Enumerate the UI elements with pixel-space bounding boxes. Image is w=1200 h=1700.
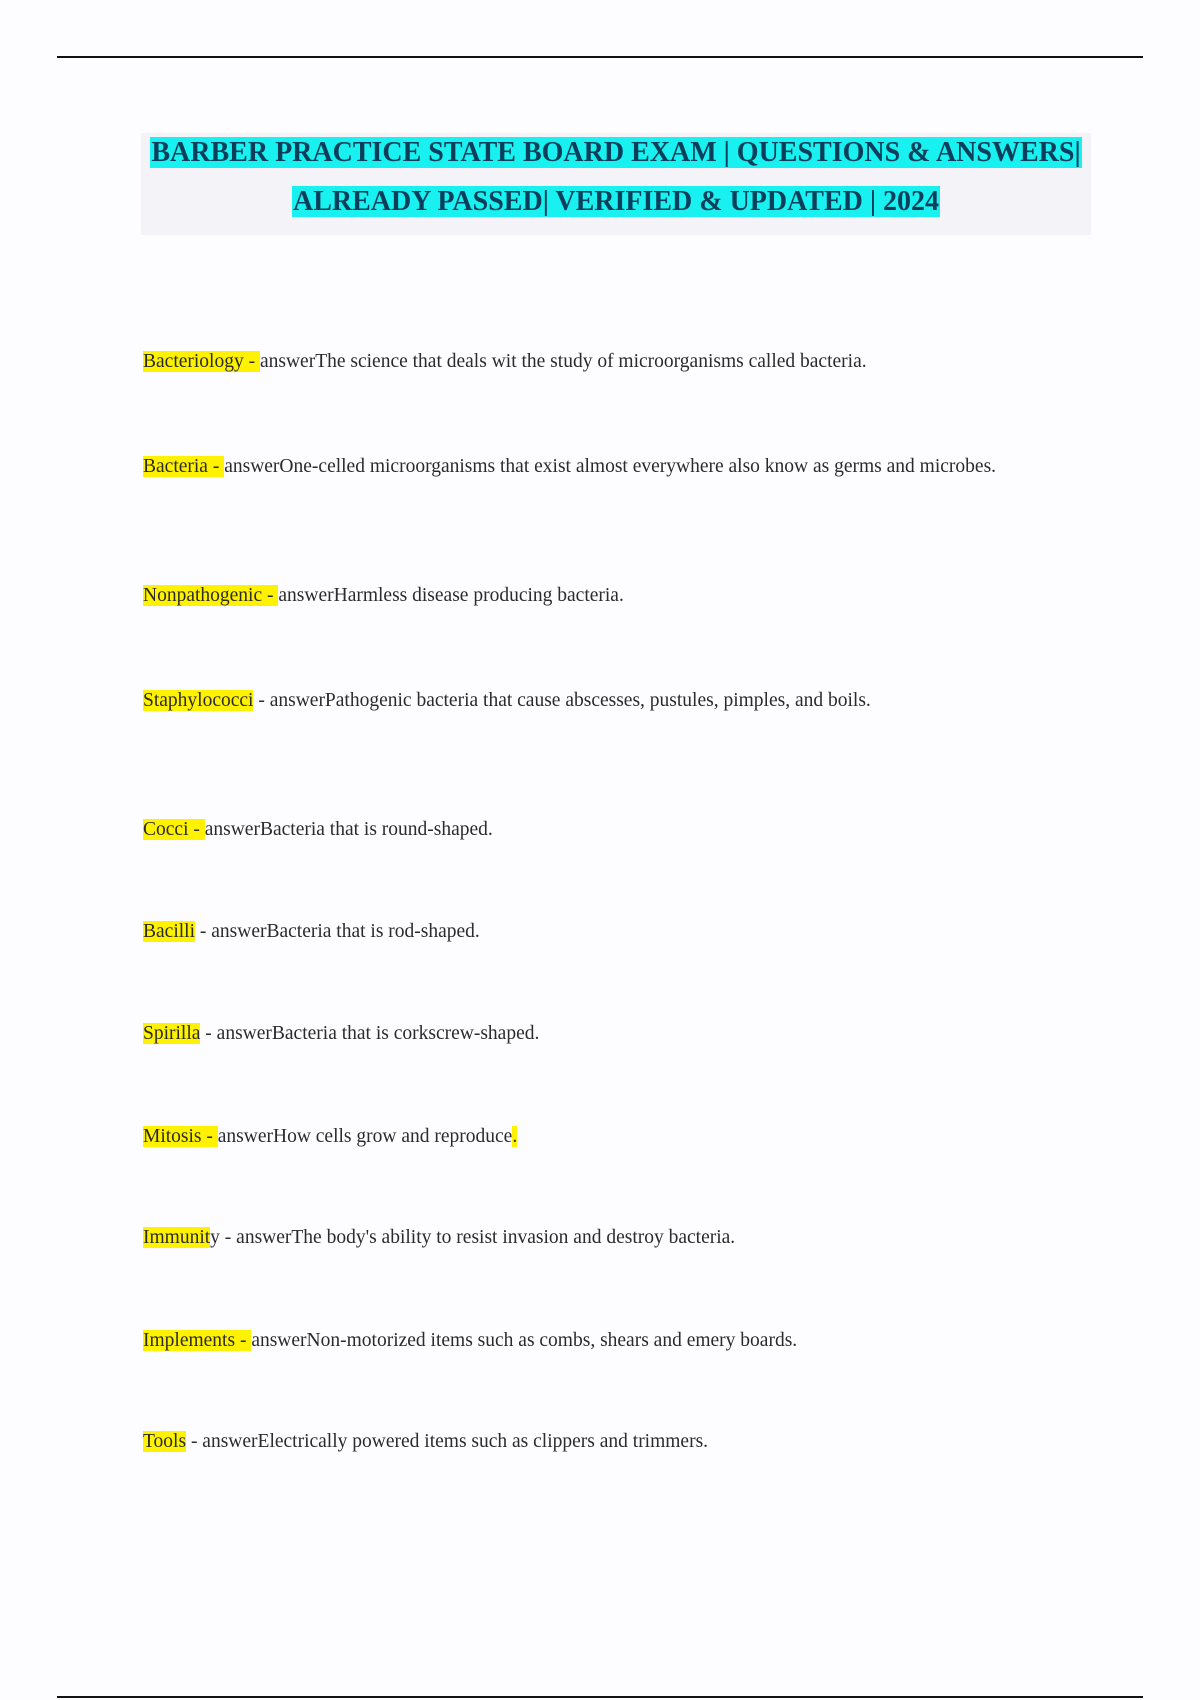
qa-term: Spirilla	[143, 1023, 201, 1044]
qa-item	[143, 1327, 1043, 1355]
qa-term: Immunit	[143, 1227, 211, 1248]
bottom-rule	[57, 1696, 1143, 1698]
qa-answer: answerOne-celled microorganisms that exist almost everywhere also know as germs and microbes.	[224, 456, 997, 477]
title-line-1: BARBER PRACTICE STATE BOARD EXAM | QUESTIONS & ANSWERS|	[151, 137, 1081, 168]
qa-answer-tail: .	[512, 1126, 518, 1147]
qa-item	[143, 816, 1043, 844]
qa-term: Bacilli	[143, 921, 195, 942]
qa-item	[143, 918, 1043, 946]
qa-item	[143, 582, 1043, 610]
qa-answer: - answerPathogenic bacteria that cause abscesses, pustules, pimples, and boils.	[253, 690, 871, 711]
qa-item	[143, 1428, 1043, 1456]
qa-answer: - answerBacteria that is corkscrew-shaped.	[200, 1023, 540, 1044]
document-title	[141, 133, 1091, 235]
qa-term: Implements -	[143, 1330, 252, 1351]
qa-answer: answerHarmless disease producing bacteria.	[278, 585, 624, 606]
qa-term: Staphylococci	[143, 690, 254, 711]
qa-answer: answerBacteria that is round-shaped.	[204, 819, 493, 840]
qa-answer: answerThe science that deals wit the study of microorganisms called bacteria.	[259, 351, 867, 372]
title-line-2: ALREADY PASSED| VERIFIED & UPDATED | 2024	[292, 186, 940, 217]
qa-term: Tools	[143, 1431, 187, 1452]
qa-item	[143, 453, 1023, 481]
qa-answer: answerHow cells grow and reproduce	[217, 1126, 513, 1147]
top-rule	[57, 56, 1143, 58]
qa-term: Mitosis -	[143, 1126, 218, 1147]
qa-answer: - answerElectrically powered items such as clippers and trimmers.	[186, 1431, 709, 1452]
qa-answer: y - answerThe body's ability to resist invasion and destroy bacteria.	[210, 1227, 736, 1248]
qa-term: Cocci -	[143, 819, 205, 840]
qa-item	[143, 687, 1013, 715]
qa-answer: answerNon-motorized items such as combs, shears and emery boards.	[251, 1330, 798, 1351]
qa-item	[143, 1123, 1043, 1151]
qa-term: Bacteria -	[143, 456, 225, 477]
qa-term: Nonpathogenic -	[143, 585, 279, 606]
qa-answer: - answerBacteria that is rod-shaped.	[195, 921, 480, 942]
qa-term: Bacteriology -	[143, 351, 260, 372]
qa-item	[143, 348, 1043, 376]
qa-item	[143, 1224, 1043, 1252]
qa-item	[143, 1020, 1043, 1048]
